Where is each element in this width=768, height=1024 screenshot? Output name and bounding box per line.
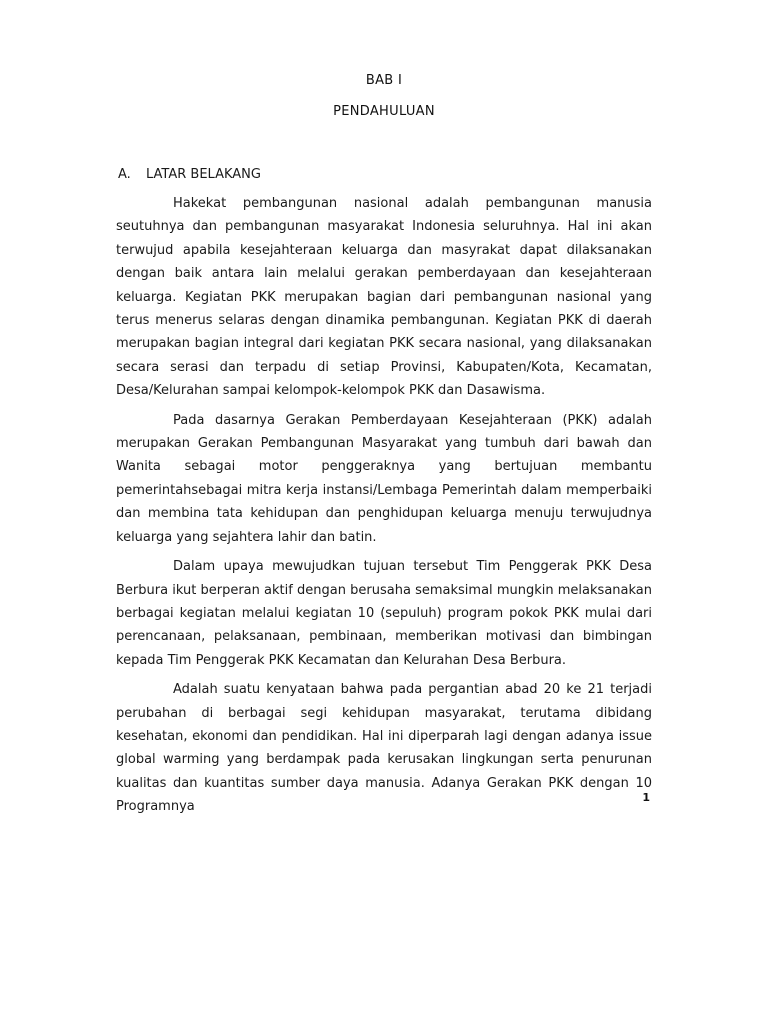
section-letter: A. [118,167,131,182]
paragraph: Adalah suatu kenyataan bahwa pada pergantian abad 20 ke 21 terjadi perubahan di berbagai segi kehidupan masyarakat, terutama dibidang kesehatan, ekonomi dan pendidikan. Hal ini diperparah lagi dengan adanya issue global warming yang berdampak pada kerusakan lingkungan serta penurunan kualitas dan kuantitas sumber daya manusia. Adanya Gerakan PKK dengan 10 Programnya [116,682,652,815]
section-title: LATAR BELAKANG [146,167,261,182]
paragraph: Dalam upaya mewujudkan tujuan tersebut Tim Penggerak PKK Desa Berbura ikut berperan aktif dengan berusaha semaksimal mungkin melaksanakan berbagai kegiatan melalui kegiatan 10 (sepuluh) program pokok PKK mulai dari perencanaan, pelaksanaan, pembinaan, memberikan motivasi dan bimbingan kepada Tim Penggerak PKK Kecamatan dan Kelurahan Desa Berbura. [116,559,652,668]
chapter-title: PENDAHULUAN [333,104,435,119]
body-text [116,192,652,825]
paragraph: Hakekat pembangunan nasional adalah pembangunan manusia seutuhnya dan pembangunan masyarakat Indonesia seluruhnya. Hal ini akan terwujud apabila kesejahteraan keluarga dan masyrakat dapat dilaksanakan dengan baik antara lain melalui gerakan pemberdayaan dan kesejahteraan keluarga. Kegiatan PKK merupakan bagian dari pembangunan nasional yang terus menerus selaras dengan dinamika pembangunan. Kegiatan PKK di daerah merupakan bagian integral dari kegiatan PKK secara nasional, yang dilaksanakan secara serasi dan terpadu di setiap Provinsi, Kabupaten/Kota, Kecamatan, Desa/Kelurahan sampai kelompok-kelompok PKK dan Dasawisma. [116,196,652,399]
paragraph: Pada dasarnya Gerakan Pemberdayaan Kesejahteraan (PKK) adalah merupakan Gerakan Pembangunan Masyarakat yang tumbuh dari bawah dan Wanita sebagai motor penggeraknya yang bertujuan membantu pemerintahsebagai mitra kerja instansi/Lembaga Pemerintah dalam memperbaiki dan membina tata kehidupan dan penghidupan keluarga menuju terwujudnya keluarga yang sejahtera lahir dan batin. [116,412,652,545]
chapter-number: BAB I [365,73,403,88]
page-number: 1 [642,791,650,804]
section-heading [118,167,261,182]
